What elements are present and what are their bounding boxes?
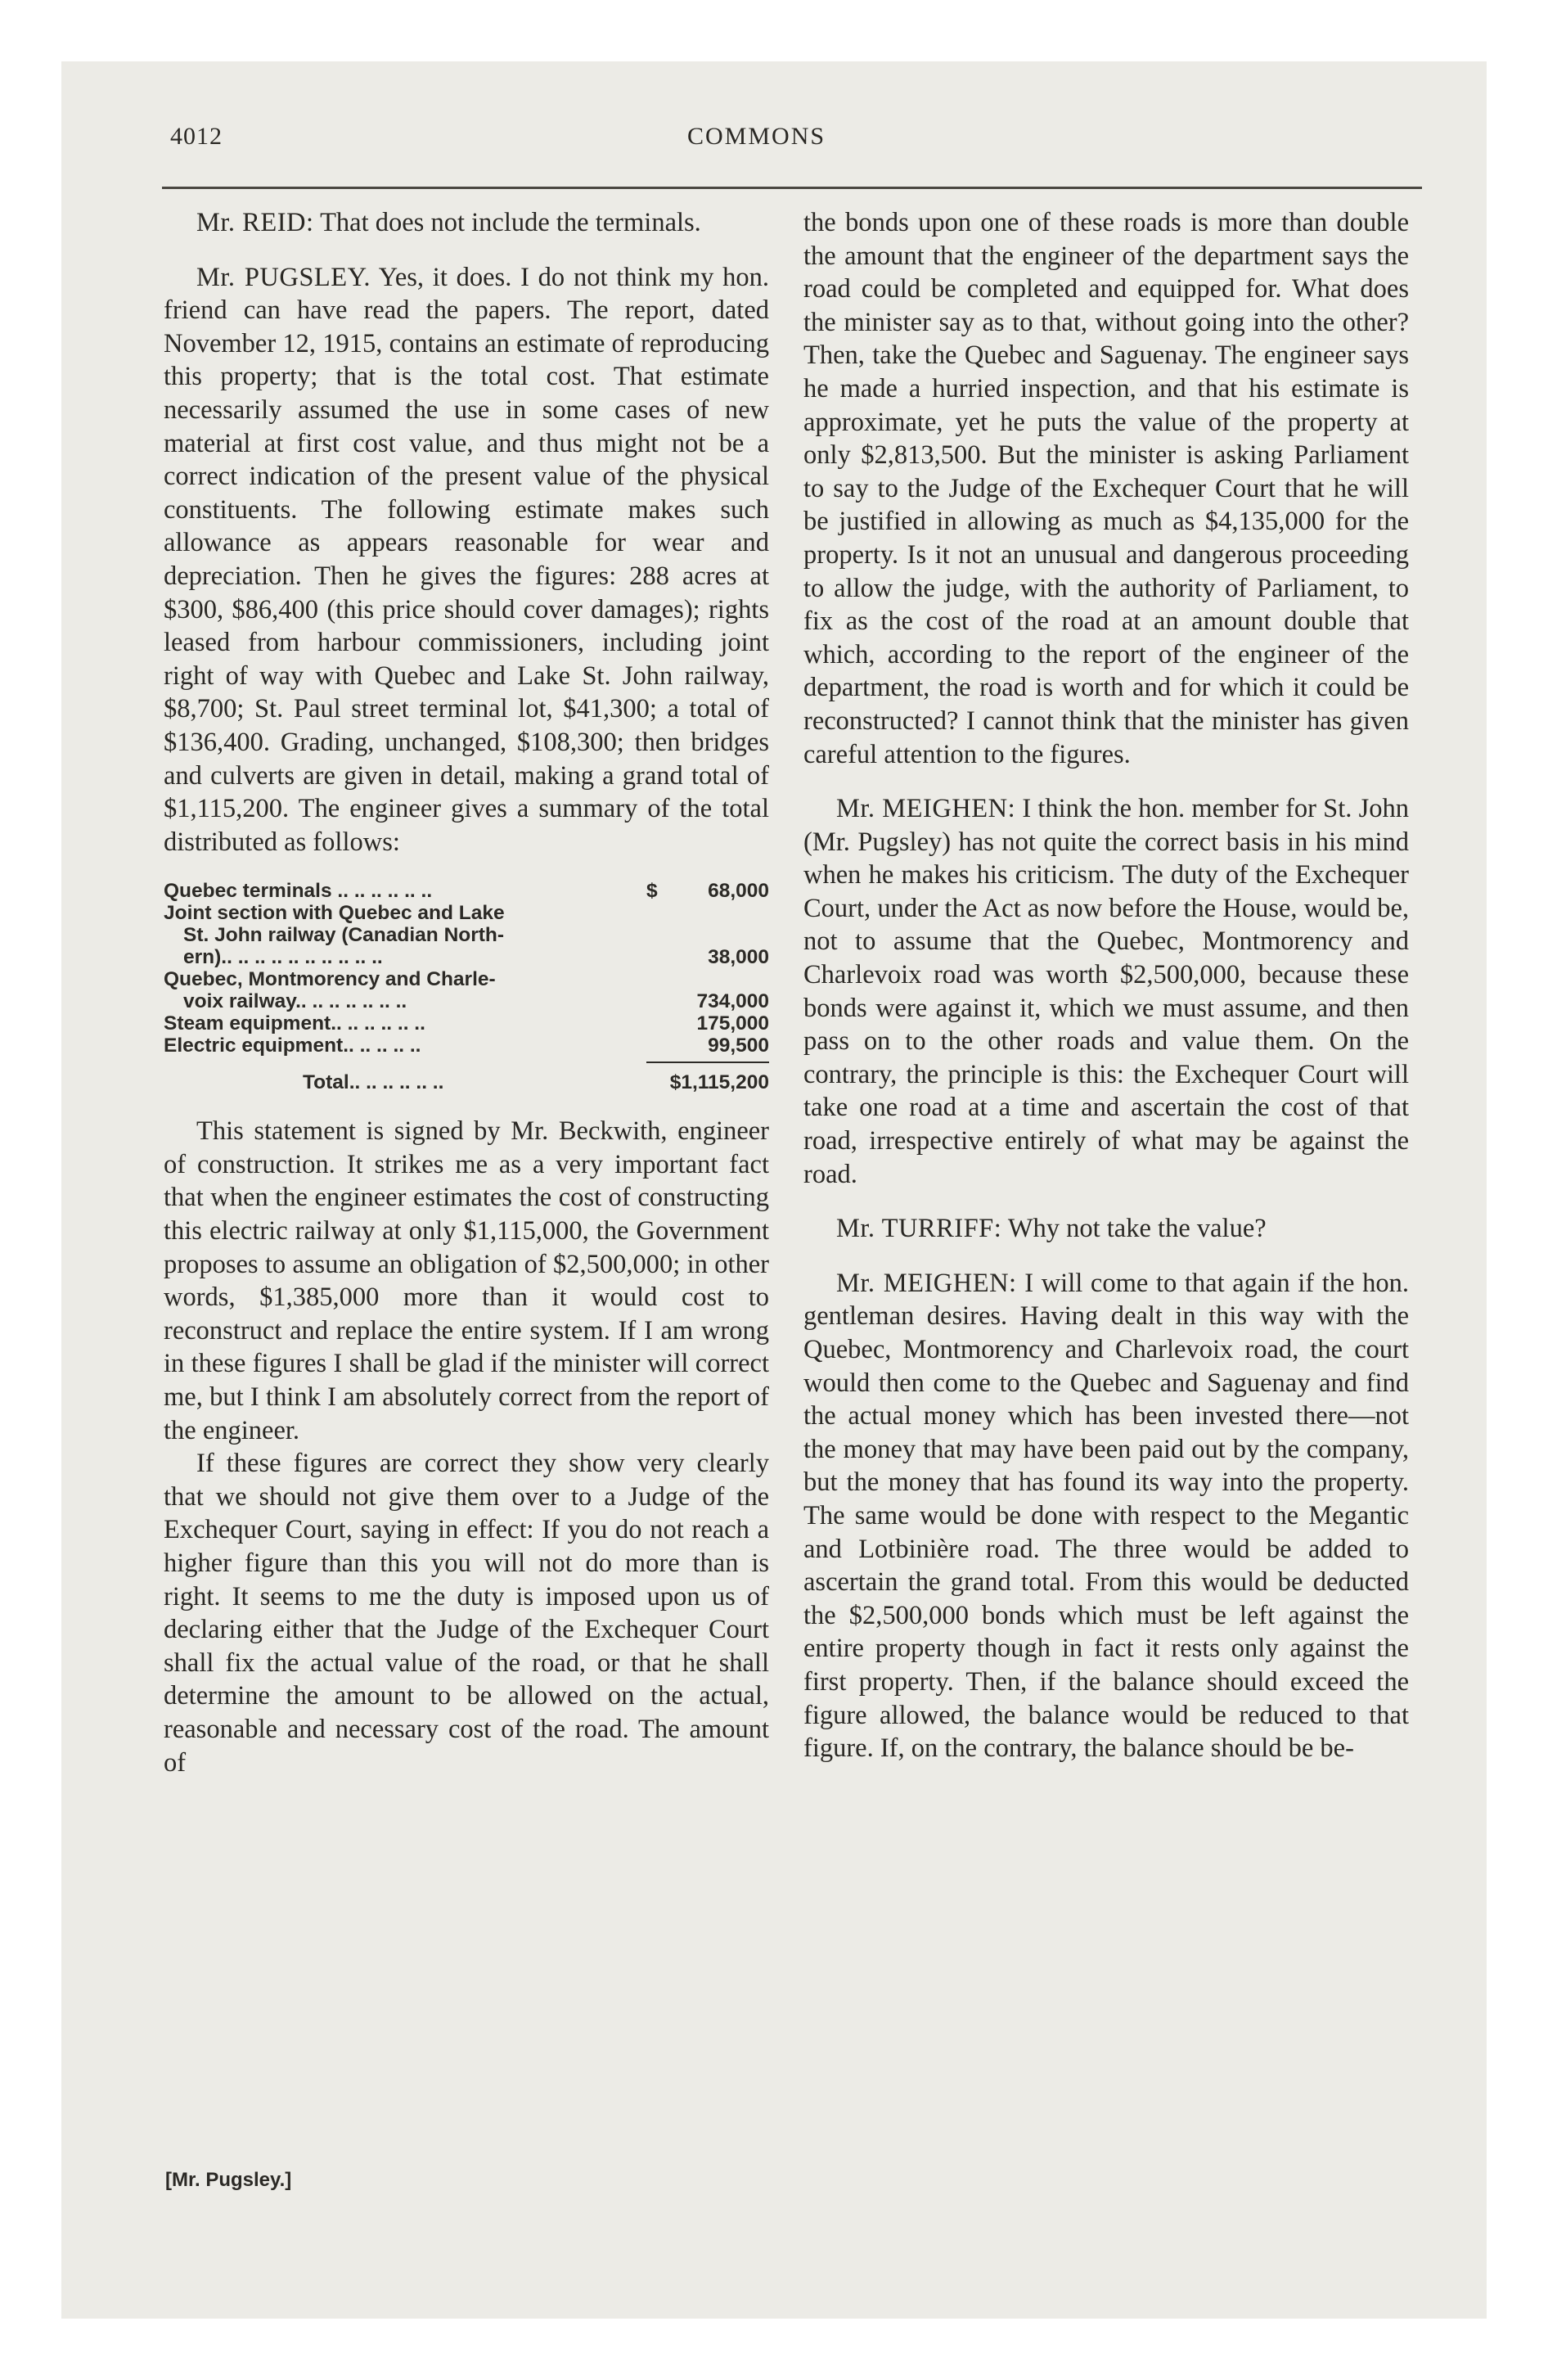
table-total-label: Total.. .. .. .. .. ..	[303, 1071, 444, 1094]
table-value: 175,000	[696, 1012, 769, 1035]
paragraph-text: the bonds upon one of these roads is more than double the amount that the engineer of the department says the road could be completed and equipped for. What does the minister say as to that, without going into the other? Then, take the Quebec and Saguenay. The engineer says he made a hurried inspection, and that his estimate is approximate, yet he puts the value of the property at only $2,813,500. But the minister is asking Parliament to say to the Judge of the Exchequer Court that he will be justified in allowing as much as $4,135,000 for the property. Is it not an unusual and dangerous proceeding to allow the judge, with the authority of Parliament, to fix as the cost of the road at an amount double that which, according to the report of the engineer of the department, the road is worth and for which it could be reconstructed? I cannot think that the minister has given careful attention to the figures.	[803, 208, 1409, 769]
table-label: Steam equipment.. .. .. .. .. ..	[164, 1012, 425, 1035]
table-label: Electric equipment.. .. .. .. ..	[164, 1034, 421, 1057]
table-row	[164, 1034, 769, 1057]
page-number: 4012	[170, 123, 223, 150]
paragraph-text: I will come to that again if the hon. gentleman desires. Having dealt in this way with the Quebec, Montmorency and Charlevoix road, the court would then come to the Quebec and Saguenay and find the actual money which has been invested there—not the money that may have been paid out by the company, but the money that has found its way into the property. The same would be done with respect to the Megantic and Lotbinière road. The three would be added to ascertain the grand total. From this would be deducted the $2,500,000 bonds which must be left against the entire property though in fact it rests only against the first property. Then, if the balance should exceed the figure allowed, the balance would be reduced to that figure. If, on the contrary, the balance should be be-	[803, 1268, 1410, 1764]
table-row	[164, 1012, 769, 1034]
table-row	[164, 924, 769, 946]
speaker-name: Mr. PUGSLEY.	[196, 262, 371, 292]
table-label: ern).. .. .. .. .. .. .. .. .. ..	[183, 946, 383, 969]
table-value: 38,000	[708, 946, 769, 969]
right-column	[803, 206, 1409, 1765]
left-column	[164, 206, 769, 1779]
paragraph-reid	[164, 206, 769, 240]
footer-speaker-tag: [Mr. Pugsley.]	[165, 2169, 292, 2191]
table-value: 68,000	[708, 880, 769, 903]
paragraph-pugsley	[164, 261, 769, 859]
table-value: 99,500	[708, 1034, 769, 1057]
table-total-row	[164, 1071, 769, 1093]
table-label: St. John railway (Canadian North-	[183, 924, 505, 947]
paragraph-text: Yes, it does. I do not think my hon. friend can have read the papers. The report, dated November 12, 1915, contains an estimate of reproducing this property; that is the total cost. That estimate necessarily assumed the use in some cases of new material at first cost value, and thus might not be a correct indication of the present value of the physical constituents. The following estimate makes such allowance as appears reasonable for wear and depreciation. Then he gives the figures: 288 acres at $300, $86,400 (this price should cover damages); rights leased from harbour commissioners, including joint right of way with Quebec and Lake St. John railway, $8,700; St. Paul street terminal lot, $41,300; a total of $136,400. Grading, unchanged, $108,300; then bridges and culverts are given in detail, making a grand total of $1,115,200. The engineer gives a summary of the total distributed as follows:	[164, 262, 769, 857]
table-label: Quebec terminals .. .. .. .. .. ..	[164, 880, 433, 903]
table-row	[164, 902, 769, 924]
table-row	[164, 968, 769, 990]
total-rule	[646, 1062, 769, 1063]
table-currency: $	[646, 880, 658, 903]
header-rule	[162, 187, 1422, 189]
paragraph-meighen	[803, 1267, 1409, 1765]
table-label: voix railway.. .. .. .. .. .. ..	[183, 990, 407, 1013]
paragraph-meighen	[803, 792, 1409, 1191]
speaker-name: Mr. TURRIFF:	[836, 1214, 1002, 1244]
paragraph-text: If these figures are correct they show very clearly that we should not give them over to a Judge of the Exchequer Court, saying in effect: If you do not reach a higher figure than this you will not do more than is right. It seems to me the duty is imposed upon us of declaring either that the Judge of the Exchequer Court shall fix the actual value of the road, or that he shall determine the amount to be allowed on the actual, reasonable and necessary cost of the road. The amount of	[164, 1449, 769, 1778]
paragraph-turriff	[803, 1212, 1409, 1246]
speaker-name: Mr. MEIGHEN:	[836, 1268, 1017, 1298]
paragraph-text: I think the hon. member for St. John (Mr. Pugsley) has not quite the correct basis in his mind when he makes his criticism. The duty of the Exchequer Court, under the Act as now before the House, would be, not to assume that the Quebec, Montmorency and Charlevoix road was worth $2,500,000, because these bonds were against it, which we must assume, and then pass on to the other roads and value them. On the contrary, the principle is this: the Exchequer Court will take one road at a time and ascertain the cost of that road, irrespective entirely of what may be against the road.	[803, 794, 1410, 1189]
table-row	[164, 990, 769, 1012]
paragraph-text: That does not include the terminals.	[320, 208, 701, 237]
table-total-value: $1,115,200	[669, 1071, 769, 1094]
table-row	[164, 880, 769, 902]
paragraph-text: Why not take the value?	[1007, 1214, 1267, 1244]
table-label: Quebec, Montmorency and Charle-	[164, 968, 496, 991]
speaker-name: Mr. MEIGHEN:	[836, 794, 1016, 824]
table-label: Joint section with Quebec and Lake	[164, 902, 505, 925]
estimate-table	[164, 880, 769, 1093]
speaker-name: Mr. REID:	[196, 208, 314, 237]
page-title: COMMONS	[687, 123, 826, 150]
table-row	[164, 946, 769, 968]
table-value: 734,000	[696, 990, 769, 1013]
paragraph-text: This statement is signed by Mr. Beckwith, engineer of construction. It strikes me as a very important fact that when the engineer estimates the cost of constructing this electric railway at only $1,115,000, the Government proposes to assume an obligation of $2,500,000; in other words, $1,385,000 more than it would cost to reconstruct and replace the entire system. If I am wrong in these figures I shall be glad if the minister will correct me, but I think I am absolutely correct from the report of the engineer.	[164, 1116, 769, 1445]
